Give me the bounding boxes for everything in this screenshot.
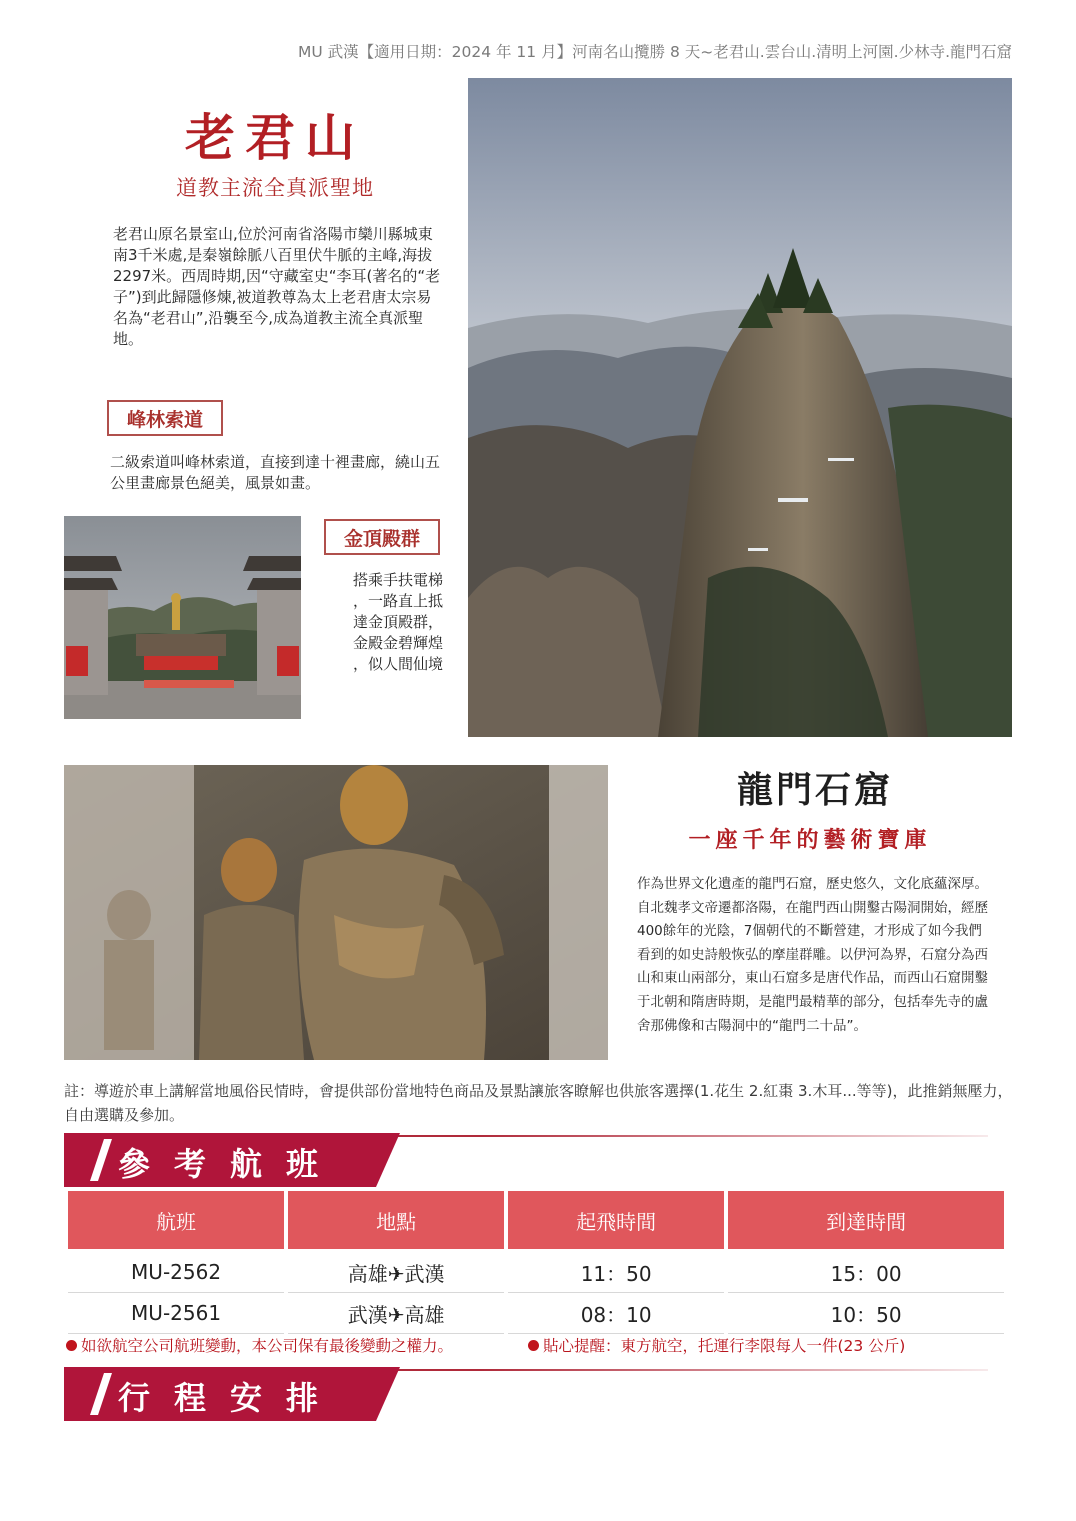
laojun-title: 老君山: [185, 108, 365, 167]
flight-change-warning: [66, 1334, 453, 1356]
arrival-time: 10：50: [728, 1293, 1004, 1334]
reminder-text: 貼心提醒：東方航空，托運行李限每人一件(23 公斤): [543, 1337, 906, 1355]
flight-route: 武漢✈高雄: [288, 1293, 504, 1334]
shopping-note: 註：導遊於車上講解當地風俗民情時，會提供部份當地特色商品及景點讓旅客瞭解也供旅客選擇(1.花生 2.紅棗 3.木耳...等等)，此推銷無壓力，自由選購及參加。: [64, 1082, 1013, 1124]
golden-top-line: 達金頂殿群，: [352, 613, 443, 631]
golden-top-line: ，一路直上抵: [352, 592, 443, 610]
baggage-reminder: [528, 1334, 905, 1356]
cableway-description: 二級索道叫峰林索道，直接到達十裡畫廊，繞山五公里畫廊景色絕美，風景如畫。: [110, 453, 441, 492]
cableway-tag: 峰林索道: [107, 400, 223, 436]
flights-title: 參考航班: [118, 1145, 343, 1183]
flight-number: MU-2561: [68, 1293, 284, 1334]
longmen-title: 龍門石窟: [736, 769, 893, 811]
laojun-subtitle: 道教主流全真派聖地: [176, 176, 374, 200]
golden-top-line: 金殿金碧輝煌: [352, 634, 443, 652]
header-departure: 起飛時間: [508, 1191, 724, 1252]
departure-time: 11：50: [508, 1252, 724, 1293]
table-row: [68, 1293, 1004, 1334]
laojun-mountain-photo: [468, 78, 1012, 737]
bullet-icon: [528, 1340, 539, 1351]
golden-top-line: ，似人間仙境: [352, 655, 443, 673]
longmen-grottoes-photo: [64, 765, 608, 1060]
header-arrival: 到達時間: [728, 1191, 1004, 1252]
longmen-description: 作為世界文化遺產的龍門石窟，歷史悠久，文化底蘊深厚。自北魏孝文帝遷都洛陽，在龍門西山開鑿古陽洞開始，經歷400餘年的光陰，7個朝代的不斷營建，才形成了如今我們看到的如史詩般恢弘的摩崖群雕。以伊河為界，石窟分為西山和東山兩部分，東山石窟多是唐代作品，而西山石窟開鑿于北朝和隋唐時期，是龍門最精華的部分，包括奉先寺的盧舍那佛像和古陽洞中的“龍門二十品”。: [637, 876, 988, 1034]
longmen-subtitle: 一座千年的藝術寶庫: [688, 828, 932, 853]
header-flight: 航班: [68, 1191, 284, 1252]
table-row: [68, 1252, 1004, 1293]
golden-top-description: [327, 570, 443, 675]
flights-table: [64, 1191, 1008, 1334]
itinerary-title: 行程安排: [118, 1379, 343, 1417]
flight-number: MU-2562: [68, 1252, 284, 1293]
golden-top-tag: 金頂殿群: [324, 519, 440, 555]
golden-top-line: 搭乘手扶電梯: [352, 571, 443, 589]
temple-gate-photo: [64, 516, 301, 719]
laojun-description: 老君山原名景室山,位於河南省洛陽市欒川縣城東南3千米處,是秦嶺餘脈八百里伏牛脈的主峰,海拔2297米。西周時期,因“守藏室史“李耳(著名的“老子”)到此歸隱修煉,被道教尊為太上老君唐太宗易名為“老君山”,沿襲至今,成為道教主流全真派聖地。: [113, 225, 441, 348]
table-header-row: [68, 1191, 1004, 1252]
warning-text: 如欲航空公司航班變動，本公司保有最後變動之權力。: [81, 1337, 454, 1355]
header-route: 地點: [288, 1191, 504, 1252]
bullet-icon: [66, 1340, 77, 1351]
flight-route: 高雄✈武漢: [288, 1252, 504, 1293]
document-header: MU 武漢【適用日期：2024 年 11 月】河南名山攬勝 8 天~老君山.雲台山.清明上河園.少林寺.龍門石窟: [297, 43, 1012, 61]
departure-time: 08：10: [508, 1293, 724, 1334]
arrival-time: 15：00: [728, 1252, 1004, 1293]
